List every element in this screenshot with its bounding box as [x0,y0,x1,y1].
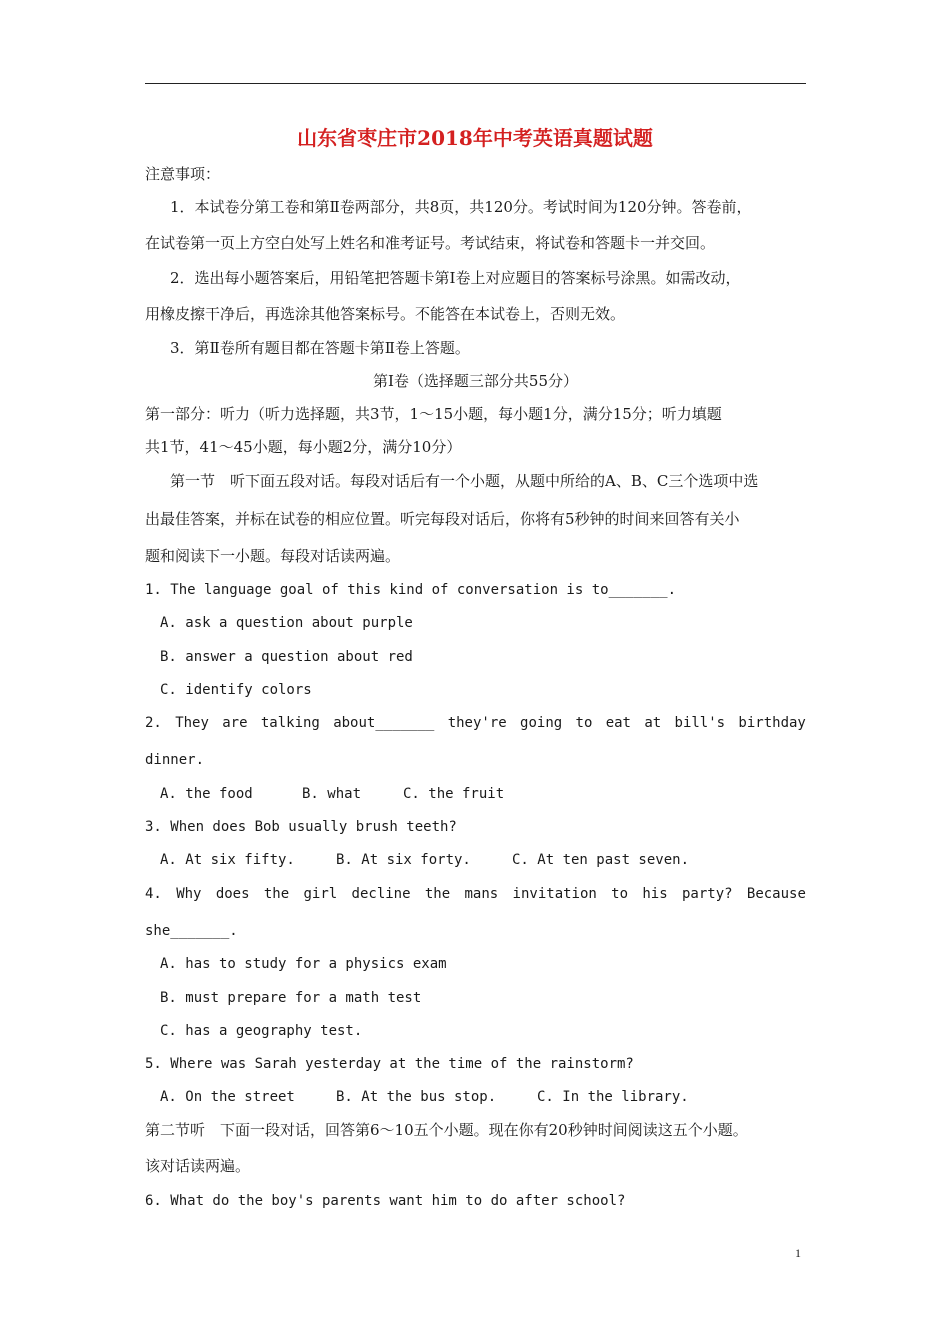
question-1-option-a: A. ask a question about purple [160,615,413,631]
header-rule [145,83,806,84]
question-4-option-b: B. must prepare for a math test [160,990,422,1006]
part1-instructions-cont: 共1节，41～45小题，每小题2分，满分10分） [145,438,462,456]
q2-word: are [222,715,248,731]
section-header: 第Ⅰ卷（选择题三部分共55分） [372,372,578,390]
notice-item-1-cont: 在试卷第一页上方空白处写上姓名和准考证号。考试结束，将试卷和答题卡一并交回。 [145,234,716,252]
q2-word: eat [605,715,631,731]
section2-instructions: 第二节听 下面一段对话，回答第6～10五个小题。现在你有20秒钟时间阅读这五个小题。 [145,1121,748,1139]
q4-word: Because [746,886,806,902]
question-3-stem: 3. When does Bob usually brush teeth? [145,819,457,835]
section1-instructions: 第一节 听下面五段对话。每段对话后有一个小题，从题中所给的A、B、C三个选项中选 [170,472,759,490]
question-3-option-a: A. At six fifty. [160,852,295,868]
q4-word: invitation [512,886,597,902]
q4-word: Why [176,886,202,902]
notice-item-3: 3．第Ⅱ卷所有题目都在答题卡第Ⅱ卷上答题。 [170,339,470,357]
question-5-option-a: A. On the street [160,1089,295,1105]
question-4-stem [145,884,806,904]
q2-word: they're [447,715,507,731]
question-1-stem: 1. The language goal of this kind of conversation is to_______. [145,582,677,598]
q2-word: birthday [738,715,806,731]
question-4-option-a: A. has to study for a physics exam [160,956,447,972]
page-number: 1 [795,1246,801,1260]
question-2-stem-cont: dinner. [145,752,205,768]
q4-word: the [424,886,451,902]
q2-word: bill's [674,715,726,731]
q2-word: 2. [145,715,162,731]
q2-word: talking [260,715,320,731]
section1-instructions-cont: 出最佳答案，并标在试卷的相应位置。听完每段对话后，你将有5秒钟的时间来回答有关小 [145,510,740,528]
document-title: 山东省枣庄市2018年中考英语真题试题 [297,126,653,150]
part1-instructions: 第一部分：听力（听力选择题，共3节，1～15小题，每小题1分，满分15分；听力填题 [145,405,722,423]
q2-word: to [575,715,593,731]
q4-word: party? [681,886,733,902]
question-1-option-c: C. identify colors [160,682,312,698]
question-2-option-a: A. the food [160,786,253,802]
section1-instructions-end: 题和阅读下一小题。每段对话读两遍。 [145,547,401,565]
question-3-option-c: C. At ten past seven. [512,852,690,868]
question-5-option-c: C. In the library. [537,1089,689,1105]
q2-word: at [644,715,662,731]
q4-word: his [642,886,668,902]
q4-word: the [263,886,290,902]
section2-instructions-cont: 该对话读两遍。 [145,1157,251,1175]
q2-word: going [520,715,563,731]
question-5-stem: 5. Where was Sarah yesterday at the time of the rainstorm? [145,1056,634,1072]
notice-item-1: 1．本试卷分第工卷和第Ⅱ卷两部分，共8页，共120分。考试时间为120分钟。答卷前， [170,198,752,216]
q2-word: They [175,715,209,731]
question-5-option-b: B. At the bus stop. [336,1089,497,1105]
question-6-stem: 6. What do the boy's parents want him to do after school? [145,1193,626,1209]
question-4-option-c: C. has a geography test. [160,1023,363,1039]
question-3-option-b: B. At six forty. [336,852,471,868]
question-2-stem [145,713,806,733]
q4-word: to [611,886,629,902]
question-2-option-c: C. the fruit [403,786,505,802]
q4-word: 4. [145,886,162,902]
q2-word: about_______ [333,715,435,731]
q4-word: girl [303,886,338,902]
notice-item-2: 2．选出每小题答案后，用铅笔把答题卡第Ⅰ卷上对应题目的答案标号涂黑。如需改动， [170,269,741,287]
question-2-option-b: B. what [302,786,362,802]
notice-item-2-cont: 用橡皮擦干净后，再选涂其他答案标号。不能答在本试卷上，否则无效。 [145,305,626,323]
question-4-stem-cont: she_______. [145,923,238,939]
question-1-option-b: B. answer a question about red [160,649,413,665]
q4-word: decline [351,886,411,902]
q4-word: mans [464,886,499,902]
q4-word: does [215,886,250,902]
notice-heading: 注意事项： [145,165,221,183]
